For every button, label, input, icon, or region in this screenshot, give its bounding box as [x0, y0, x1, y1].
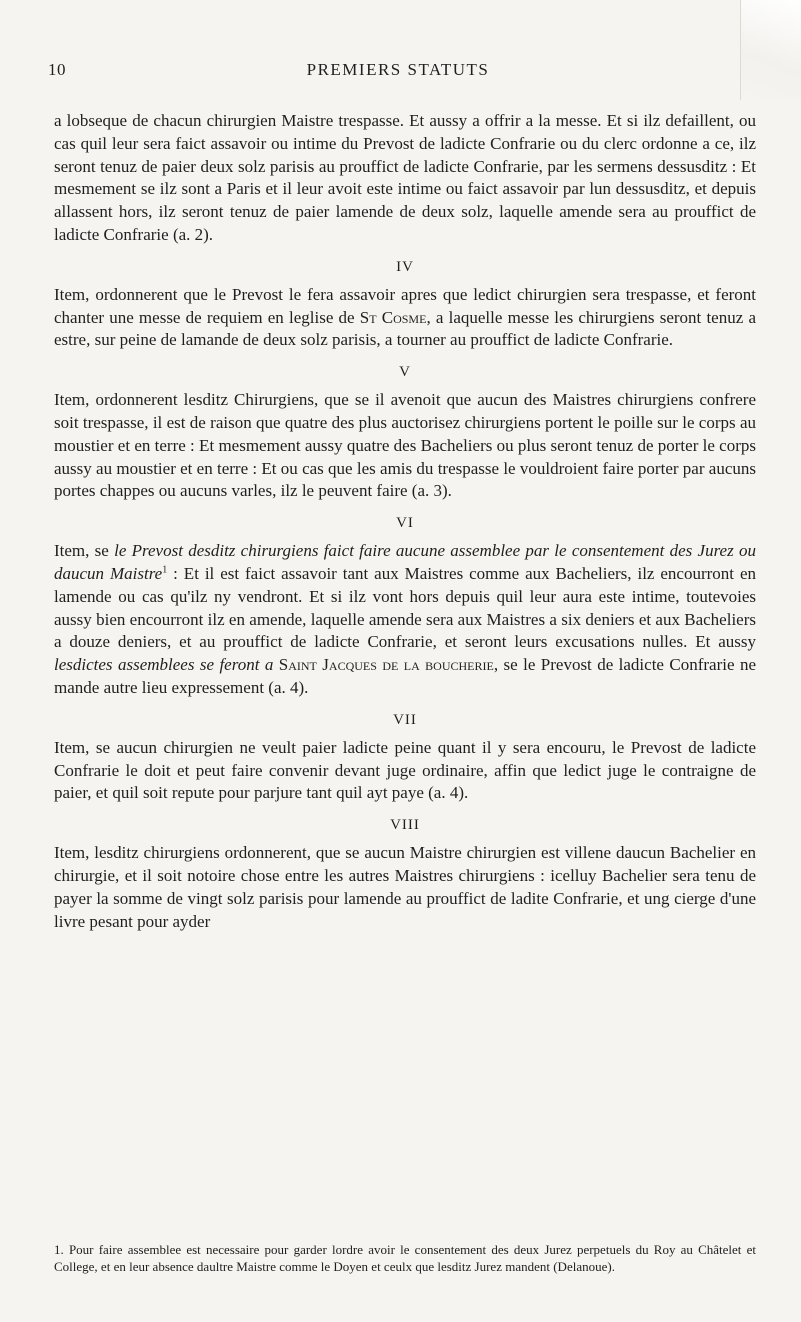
article-6-text-b: : Et il est faict assavoir tant aux Maistres comme aux Bacheliers, ilz encourront en lamende ou cas qu'ilz ny vendront. Et si ilz vont hors depuis quil leur aura este intime, toutevoies aussy bien encourront ilz en amende, laquelle amende sera aux Maistres a six deniers et aux Bacheliers a douze deniers, et au prouffict de ladicte Confrarie, et seront leurs excusations nulles. Et aussy [54, 563, 756, 652]
article-6-italic-2: lesdictes assemblees se feront a [54, 655, 274, 675]
article-4-text-a: Item, ordonnerent que le Prevost le fera assavoir apres que ledict chirurgien sera trespasse, et feront chanter une messe de requiem en leglise de [54, 284, 756, 327]
article-number-7: VII [393, 711, 417, 728]
article-8-text: Item, lesditz chirurgiens ordonnerent, que se aucun Maistre chirurgien est villene daucun Bachelier en chirurgie, et il soit notoire chose entre les autres Maistres chirurgiens : icelluy Bachelier sera tenu de payer la somme de vingt solz parisis pour lamende au prouffict de ladite Confrarie, et ung cierge d'une livre pesant pour ayder [54, 843, 756, 931]
article-6-italic-1: le Prevost desditz chirurgiens faict faire aucune assemblee par le consentement des Jurez ou daucun Maistre [54, 541, 756, 583]
article-7-text: Item, se aucun chirurgien ne veult paier ladicte peine quant il y sera encouru, le Prevost de ladicte Confrarie le doit et peut faire convenir devant juge ordinaire, affin que ledict juge le contraigne de paier, et quil soit repute pour parjure tant quil ayt paye (a. 4). [54, 737, 756, 803]
article-6-text-d: , se le Prevost de ladicte Confrarie ne mande autre lieu expressement (a. 4). [54, 655, 756, 697]
paragraph-continuation: a lobseque de chacun chirurgien Maistre trespasse. Et aussy a offrir a la messe. Et si ilz defaillent, ou cas quil leur sera faict assavoir ou intime du Prevost de ladicte Confrarie ou du clerc ordonne a ce, ilz seront tenuz de paier deux solz parisis au prouffict de ladicte Confrarie, par les sermens dessusditz : Et mesmement se ilz sont a Paris et il leur avoit este intime ou faict assavoir par lun dessusditz, et depuis allassent hors, ilz seront tenuz de paier lamende de deux solz, laquelle amende sera au prouffict de ladicte Confrarie (a. 2). [54, 111, 756, 244]
body-text [54, 110, 756, 933]
church-name-saint-jacques: Saint Jacques de la boucherie [278, 655, 494, 675]
footnote-reference: 1 [162, 564, 168, 576]
article-number-8: VIII [390, 817, 420, 834]
church-name-st-cosme: St Cosme [359, 307, 427, 327]
page-number: 10 [48, 60, 66, 79]
running-title: PREMIERS STATUTS [306, 60, 490, 79]
article-5-text: Item, ordonnerent lesditz Chirurgiens, que se il avenoit que aucun des Maistres chirurgiens confrere soit trespasse, il est de raison que quatre des plus auctorisez chirurgiens portent le poille sur le corps au moustier et en terre : Et mesmement aussy quatre des Bacheliers ou plus seront tenuz de porter le corps aussy au moustier et en terre : Et ou cas que les amis du trespasse le vouldroient faire porter par aucuns portes chappes ou aucuns varles, ilz le peuvent faire (a. 3). [54, 390, 756, 501]
article-number-6: VI [396, 515, 414, 532]
article-6-text-a: Item, se [54, 541, 115, 561]
article-6-text [54, 540, 756, 700]
article-number-5: V [399, 364, 411, 381]
article-number-4: IV [396, 258, 414, 275]
footnote-1: 1. Pour faire assemblee est necessaire pour garder lordre avoir le consentement des deux Jurez perpetuels du Roy au Châtelet et College, et en leur absence daultre Maistre comme le Doyen et ceulx que lesditz Jurez mandent (Delanoue). [54, 1242, 756, 1274]
footnotes [54, 1242, 756, 1275]
page-corner-fold [740, 0, 801, 100]
article-4-text-b: , a laquelle messe les chirurgiens seront tenuz a estre, sur peine de lamande de deux solz parisis, a tourner au prouffict de ladicte Confrarie. [54, 307, 756, 350]
page-header [48, 60, 748, 90]
article-4-text [54, 284, 756, 352]
